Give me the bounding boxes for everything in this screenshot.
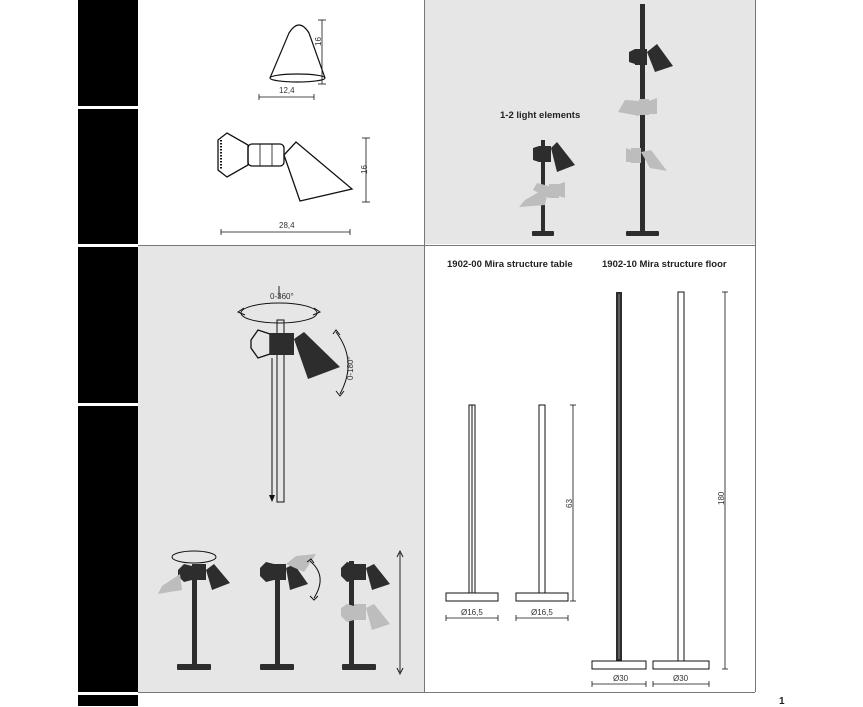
rotation-small-2-illustration <box>260 554 320 670</box>
floor-height-label: 180 <box>717 491 726 505</box>
structure-drawings <box>425 246 755 692</box>
sidebar-block-2 <box>78 109 138 244</box>
lamp-width-label: 28,4 <box>279 221 295 230</box>
rotation-horizontal-label: 0-360° <box>270 292 294 301</box>
floor-structure-heading: 1902-10 Mira structure floor <box>602 259 727 270</box>
light-elements-drawing <box>425 0 755 244</box>
table-structure-1 <box>446 405 498 621</box>
sidebar-block-1 <box>78 0 138 106</box>
divider-right <box>755 0 756 692</box>
lamp-head-drawing <box>218 133 370 235</box>
table-base-2-label: Ø16,5 <box>531 608 553 617</box>
rotation-vertical-label: 0-180° <box>346 356 355 380</box>
shade-width-label: 12,4 <box>279 86 295 95</box>
floor-structure-1 <box>592 292 646 687</box>
floor-base-1-label: Ø30 <box>613 674 629 683</box>
sidebar-block-5 <box>78 695 138 706</box>
rotation-small-3-illustration <box>341 551 403 674</box>
lamp-height-label: 16 <box>360 165 369 174</box>
shade-height-label: 16 <box>314 37 323 46</box>
page-mark: 1 <box>779 696 785 707</box>
divider-bottom <box>138 692 755 693</box>
table-height-label: 63 <box>565 499 574 508</box>
head-dimension-drawings <box>138 0 424 245</box>
rotation-small-1-illustration <box>158 551 230 670</box>
floor-base-2-label: Ø30 <box>673 674 689 683</box>
table-lamp-illustration <box>519 140 575 236</box>
floor-lamp-illustration <box>618 4 673 236</box>
floor-structure-2 <box>653 292 728 687</box>
light-elements-label: 1-2 light elements <box>500 110 581 121</box>
sidebar-block-3 <box>78 247 138 403</box>
table-base-1-label: Ø16,5 <box>461 608 483 617</box>
rotation-diagrams <box>138 246 424 692</box>
table-structure-2 <box>516 405 576 621</box>
table-structure-heading: 1902-00 Mira structure table <box>447 259 573 270</box>
rotation-large-illustration <box>238 286 348 502</box>
sidebar-block-4 <box>78 406 138 692</box>
